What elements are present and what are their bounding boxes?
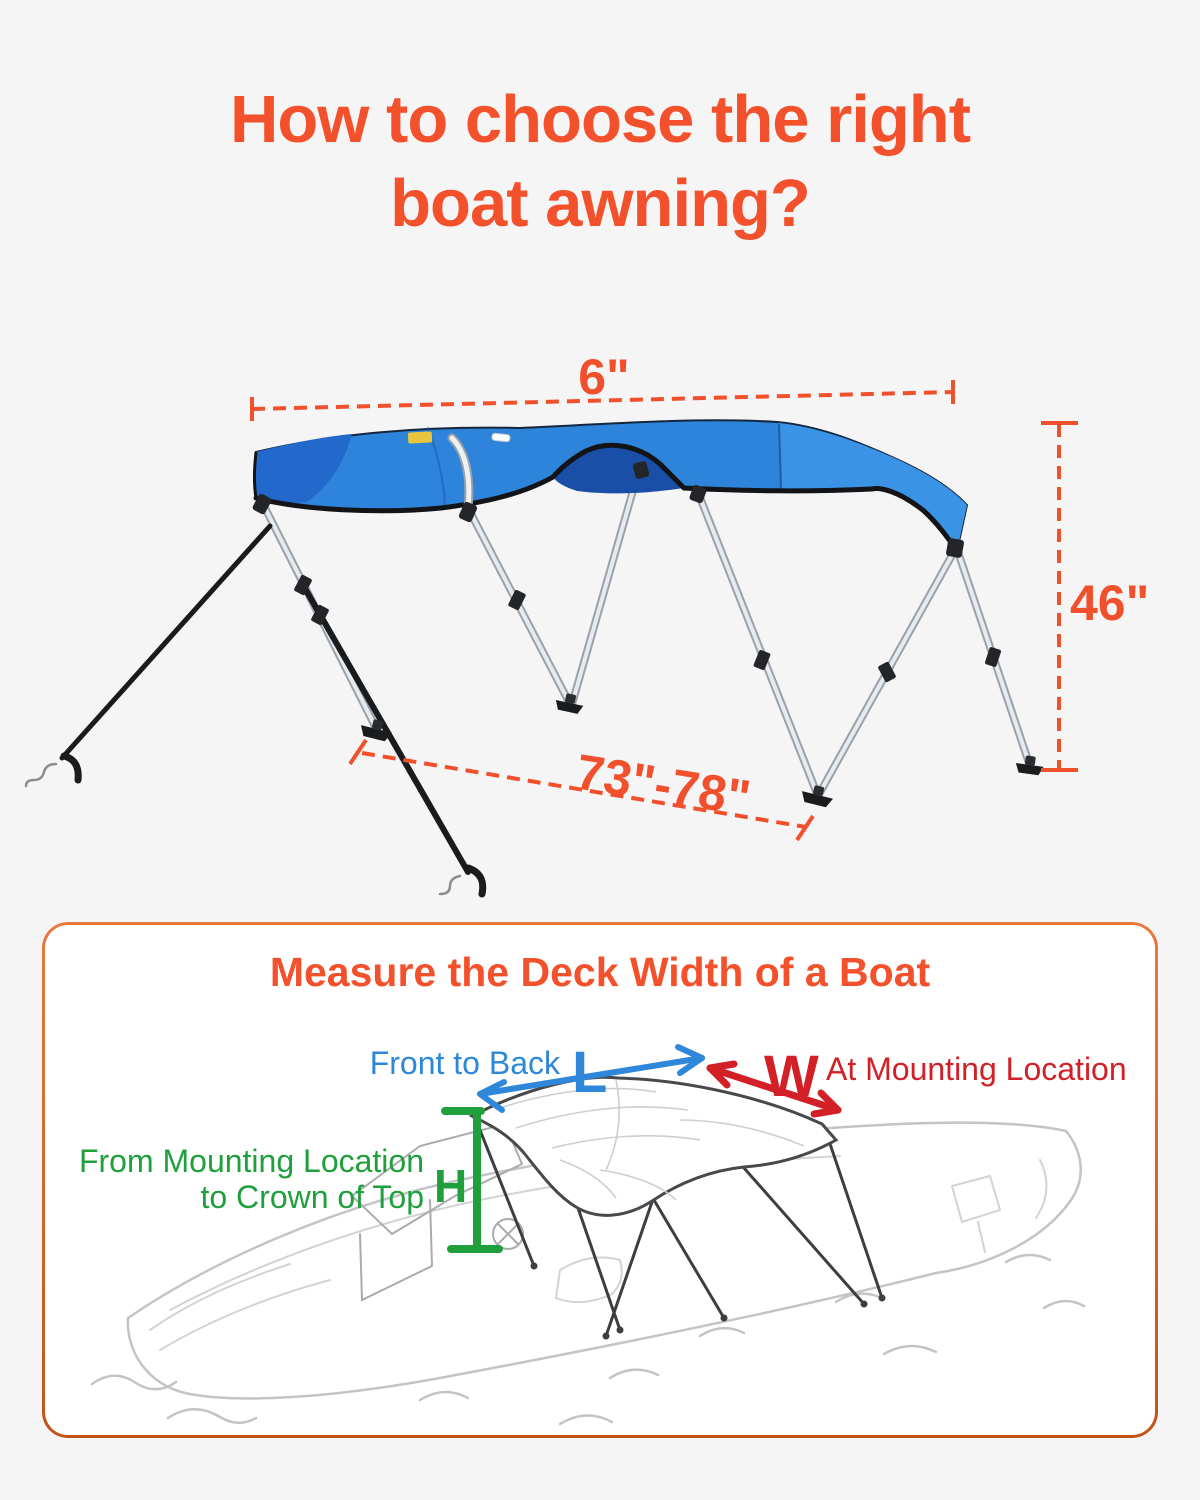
height-label-line1: From Mounting Location bbox=[78, 1143, 424, 1179]
top-width-dimension bbox=[252, 349, 953, 421]
height-dimension-label: 46" bbox=[1070, 575, 1150, 631]
top-width-dimension-label: 6" bbox=[578, 349, 630, 405]
bimini-straps bbox=[26, 526, 483, 894]
bimini-canopy bbox=[255, 420, 968, 551]
length-dimension-label: 73"-78" bbox=[572, 743, 755, 827]
length-label: Front to Back bbox=[369, 1045, 560, 1081]
measure-panel bbox=[42, 922, 1158, 1438]
canopy-label-tag bbox=[408, 431, 433, 443]
hero-bimini-illustration bbox=[0, 250, 1200, 920]
zipper-pull bbox=[492, 433, 511, 442]
length-letter: L bbox=[572, 1040, 608, 1105]
title-line-1: How to choose the right bbox=[229, 82, 971, 157]
measure-panel-title: Measure the Deck Width of a Boat bbox=[269, 949, 931, 995]
width-letter: W bbox=[764, 1044, 819, 1109]
width-label: At Mounting Location bbox=[826, 1051, 1127, 1087]
boat-sketch-diagram bbox=[45, 925, 1155, 1435]
height-label-line2: to Crown of Top bbox=[200, 1179, 424, 1215]
height-dimension bbox=[1041, 423, 1149, 770]
height-letter: H bbox=[434, 1160, 468, 1212]
infographic-title bbox=[0, 78, 1200, 246]
measure-panel-inner bbox=[45, 925, 1155, 1435]
title-line-2: boat awning? bbox=[390, 166, 810, 241]
bimini-frame-legs bbox=[262, 466, 1030, 796]
